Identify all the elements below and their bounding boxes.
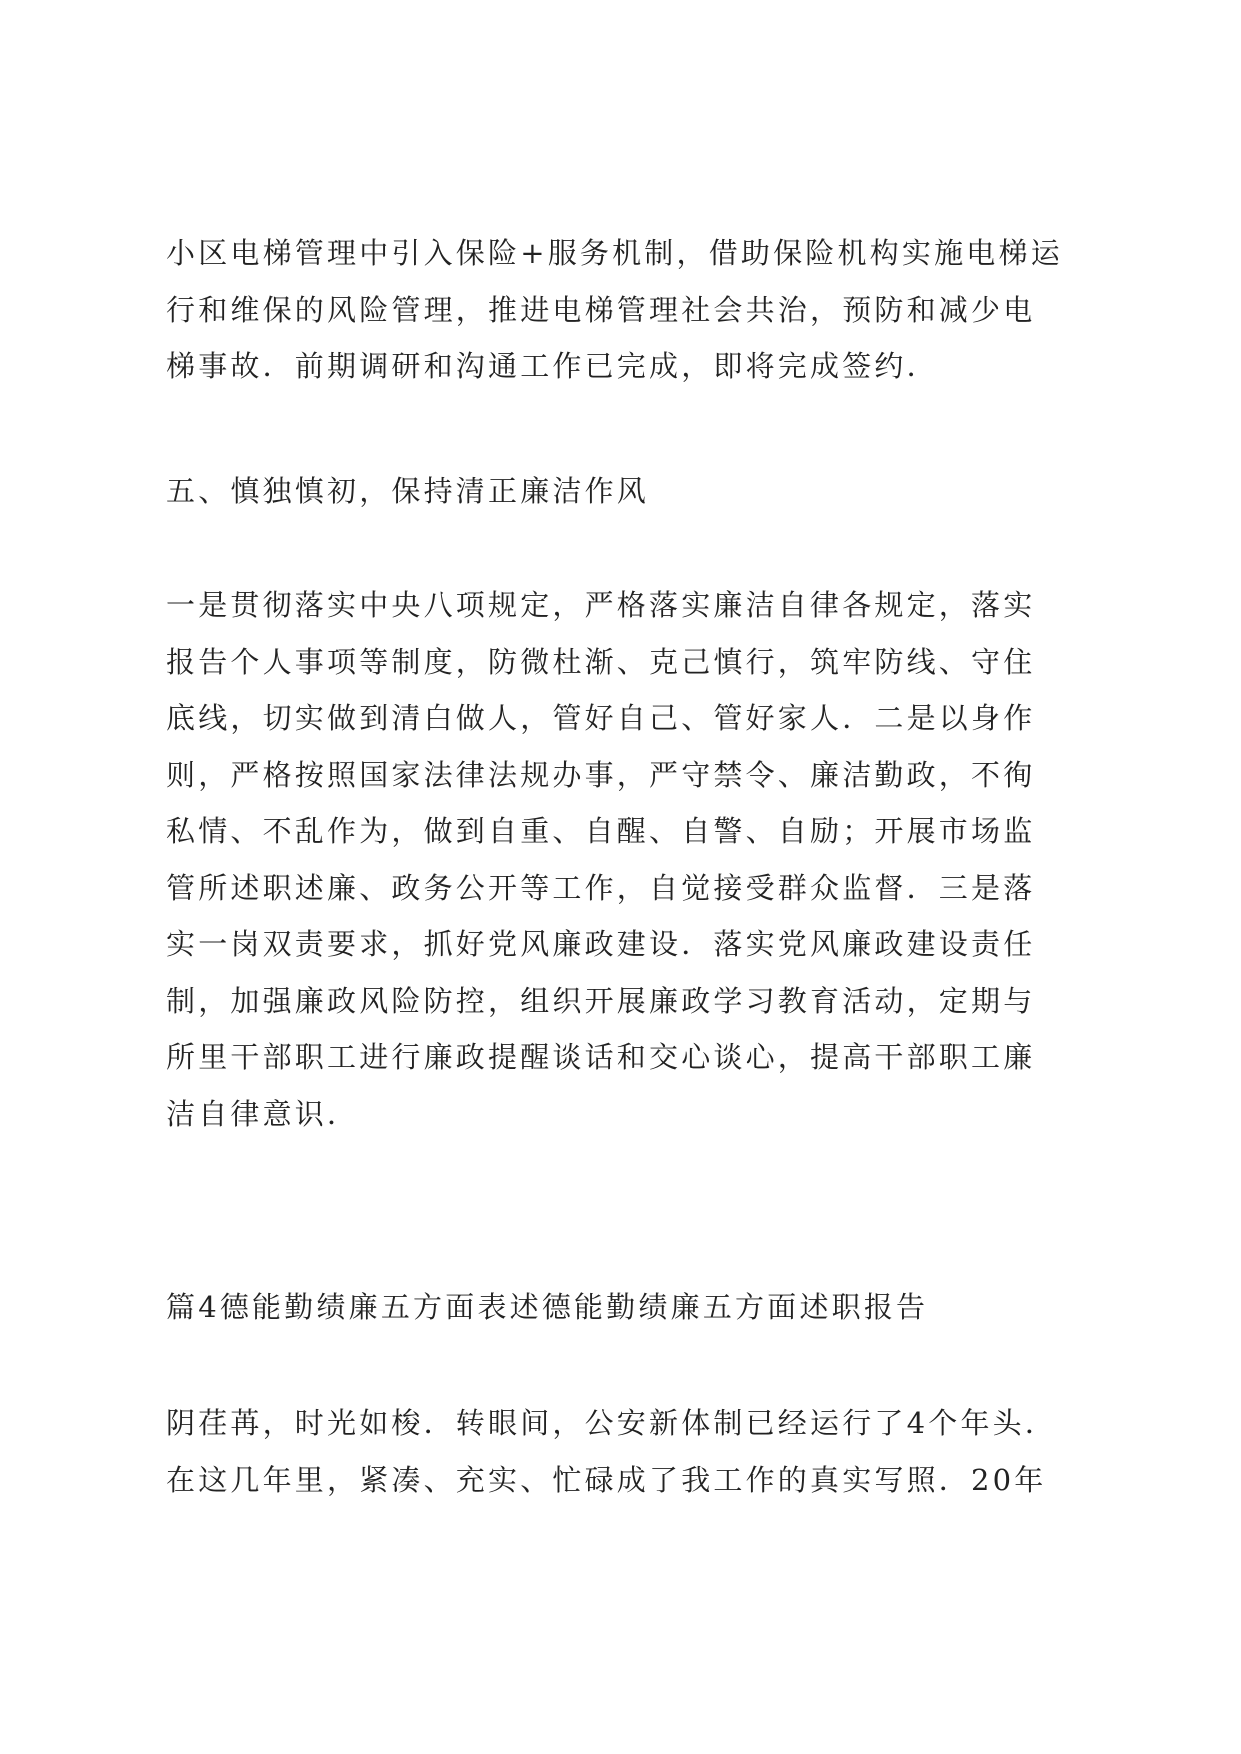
heading-text: 五、慎独慎初，保持清正廉洁作风 (166, 474, 650, 508)
heading-text: 篇4德能勤绩廉五方面表述德能勤绩廉五方面述职报告 (166, 1290, 929, 1324)
article-four-heading (166, 1279, 1086, 1336)
text-line: 实一岗双责要求，抓好党风廉政建设．落实党风廉政建设责任 (166, 927, 1036, 961)
paragraph-integrity (166, 577, 1086, 1142)
text-line: 梯事故．前期调研和沟通工作已完成，即将完成签约． (166, 349, 939, 383)
text-line: 阴荏苒，时光如梭．转眼间，公安新体制已经运行了4个年头． (166, 1406, 1058, 1440)
text-line: 报告个人事项等制度，防微杜渐、克己慎行，筑牢防线、守住 (166, 644, 1036, 679)
text-line: 小区电梯管理中引入保险+服务机制，借助保险机构实施电梯运 (166, 236, 1063, 270)
section-five-heading (166, 463, 1086, 520)
paragraph-intro (166, 1395, 1086, 1508)
text-line: 管所述职述廉、政务公开等工作，自觉接受群众监督．三是落 (166, 870, 1036, 905)
text-line: 洁自律意识． (166, 1096, 360, 1131)
text-line: 制，加强廉政风险防控，组织开展廉政学习教育活动，定期与 (166, 983, 1036, 1018)
paragraph-elevator-insurance (166, 225, 1086, 395)
text-line: 行和维保的风险管理，推进电梯管理社会共治，预防和减少电 (166, 292, 1036, 327)
text-line: 一是贯彻落实中央八项规定，严格落实廉洁自律各规定，落实 (166, 588, 1036, 622)
text-line: 在这几年里，紧凑、充实、忙碌成了我工作的真实写照．20年 (166, 1462, 1047, 1497)
text-line: 底线，切实做到清白做人，管好自己、管好家人．二是以身作 (166, 701, 1036, 735)
text-line: 私情、不乱作为，做到自重、自醒、自警、自励；开展市场监 (166, 814, 1036, 848)
text-line: 所里干部职工进行廉政提醒谈话和交心谈心，提高干部职工廉 (166, 1040, 1036, 1074)
text-line: 则，严格按照国家法律法规办事，严守禁令、廉洁勤政，不徇 (166, 757, 1036, 792)
